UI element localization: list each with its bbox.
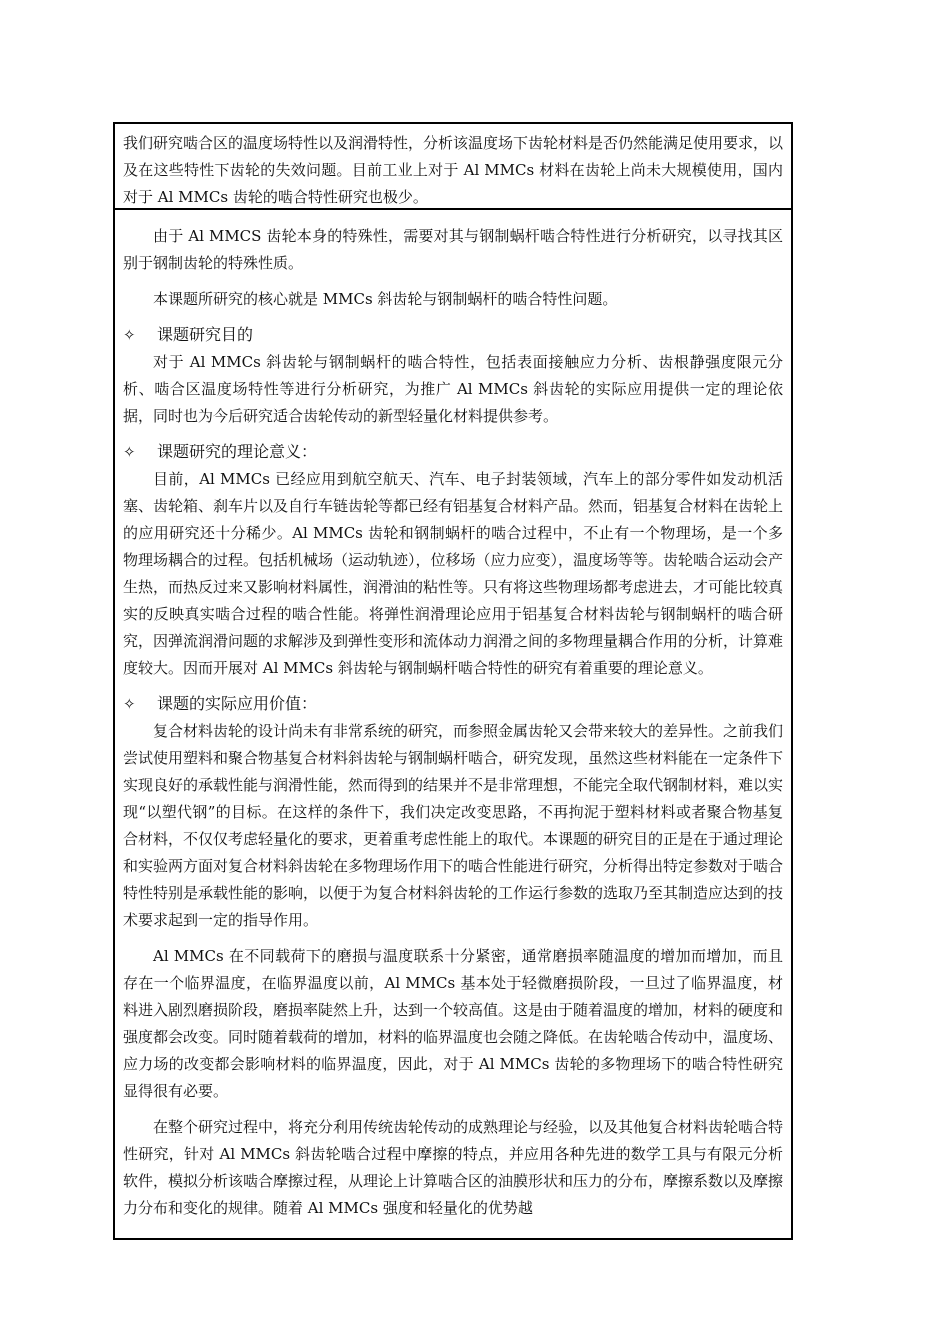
paragraph-application-1: 复合材料齿轮的设计尚未有非常系统的研究，而参照金属齿轮又会带来较大的差异性。之前我们尝试使用塑料和聚合物基复合材料斜齿轮与钢制蜗杆啮合，研究发现，虽然这些材料能在一定条件下实现良好的承载性能与润滑性能，然而得到的结果并不是非常理想，不能完全取代钢制材料，难以实现“以塑代钢”的目标。在这样的条件下，我们决定改变思路，不再拘泥于塑料材料或者聚合物基复合材料，不仅仅考虑轻量化的要求，更着重考虑性能上的取代。本课题的研究目的正是在于通过理论和实验两方面对复合材料斜齿轮在多物理场作用下的啮合性能进行研究，分析得出特定参数对于啮合特性特别是承载性能的影响，以便于为复合材料斜齿轮的工作运行参数的选取乃至其制造应达到的技术要求起到一定的指导作用。 [123, 722, 784, 929]
paragraph-theory: 目前，Al MMCs 已经应用到航空航天、汽车、电子封装领域，汽车上的部分零件如发动机活塞、齿轮箱、刹车片以及自行车链齿轮等都已经有铝基复合材料产品。然而，铝基复合材料在齿轮上的应用研究还十分稀少。Al MMCs 齿轮和钢制蜗杆的啮合过程中，不止有一个物理场，是一个多物理场耦合的过程。包括机械场（运动轨迹），位移场（应力应变），温度场等等。齿轮啮合运动会产生热，而热反过来又影响材料属性，润滑油的粘性等。只有将这些物理场都考虑进去，才可能比较真实的反映真实啮合过程的啮合性能。将弹性润滑理论应用于铝基复合材料齿轮与钢制蜗杆的啮合研究，因弹流润滑问题的求解涉及到弹性变形和流体动力润滑之间的多物理量耦合作用的分析，计算难度较大。因而开展对 Al MMCs 斜齿轮与钢制蜗杆啮合特性的研究有着重要的理论意义。 [123, 470, 784, 677]
section-title: 课题研究的理论意义： [157, 442, 318, 461]
section-title: 课题的实际应用价值： [157, 694, 318, 713]
table-cell-top [113, 122, 793, 210]
section-title: 课题研究目的 [157, 325, 254, 344]
section-heading-purpose [123, 321, 783, 349]
paragraph-intro: 由于 Al MMCS 齿轮本身的特殊性，需要对其与钢制蜗杆啮合特性进行分析研究，以寻找其区别于钢制齿轮的特殊性质。 [123, 227, 783, 272]
paragraph-continuation: 我们研究啮合区的温度场特性以及润滑特性，分析该温度场下齿轮材料是否仍然能满足使用要求，以及在这些特性下齿轮的失效问题。目前工业上对于 Al MMCs 材料在齿轮上尚未大规模使用，国内对于 Al MMCs 齿轮的啮合特性研究也极少。 [123, 134, 784, 206]
paragraph-purpose: 对于 Al MMCs 斜齿轮与钢制蜗杆的啮合特性，包括表面接触应力分析、齿根静强度限元分析、啮合区温度场特性等进行分析研究，为推广 Al MMCs 斜齿轮的实际应用提供一定的理论依据，同时也为今后研究适合齿轮传动的新型轻量化材料提供参考。 [123, 353, 783, 425]
diamond-bullet-icon: ✧ [123, 326, 136, 344]
section-heading-theory [123, 438, 783, 466]
paragraph-application-3: 在整个研究过程中，将充分利用传统齿轮传动的成熟理论与经验，以及其他复合材料齿轮啮合特性研究，针对 Al MMCs 斜齿轮啮合过程中摩擦的特点，并应用各种先进的数学工具与有限元分析软件，模拟分析该啮合摩擦过程，从理论上计算啮合区的油膜形状和压力的分布，摩擦系数以及摩擦力分布和变化的规律。随着 Al MMCs 强度和轻量化的优势越 [123, 1118, 784, 1217]
paragraph-core: 本课题所研究的核心就是 MMCs 斜齿轮与钢制蜗杆的啮合特性问题。 [153, 290, 618, 308]
table-cell-main [113, 208, 793, 1240]
diamond-bullet-icon: ✧ [123, 695, 136, 713]
diamond-bullet-icon: ✧ [123, 443, 136, 461]
paragraph-application-2: Al MMCs 在不同载荷下的磨损与温度联系十分紧密，通常磨损率随温度的增加而增加，而且存在一个临界温度，在临界温度以前，Al MMCs 基本处于轻微磨损阶段，一旦过了临界温度，材料进入剧烈磨损阶段，磨损率陡然上升，达到一个较高值。这是由于随着温度的增加，材料的硬度和强度都会改变。同时随着载荷的增加，材料的临界温度也会随之降低。在齿轮啮合传动中，温度场、应力场的改变都会影响材料的临界温度，因此，对于 Al MMCs 齿轮的多物理场下的啮合特性研究显得很有必要。 [123, 947, 784, 1100]
section-heading-application [123, 690, 783, 718]
